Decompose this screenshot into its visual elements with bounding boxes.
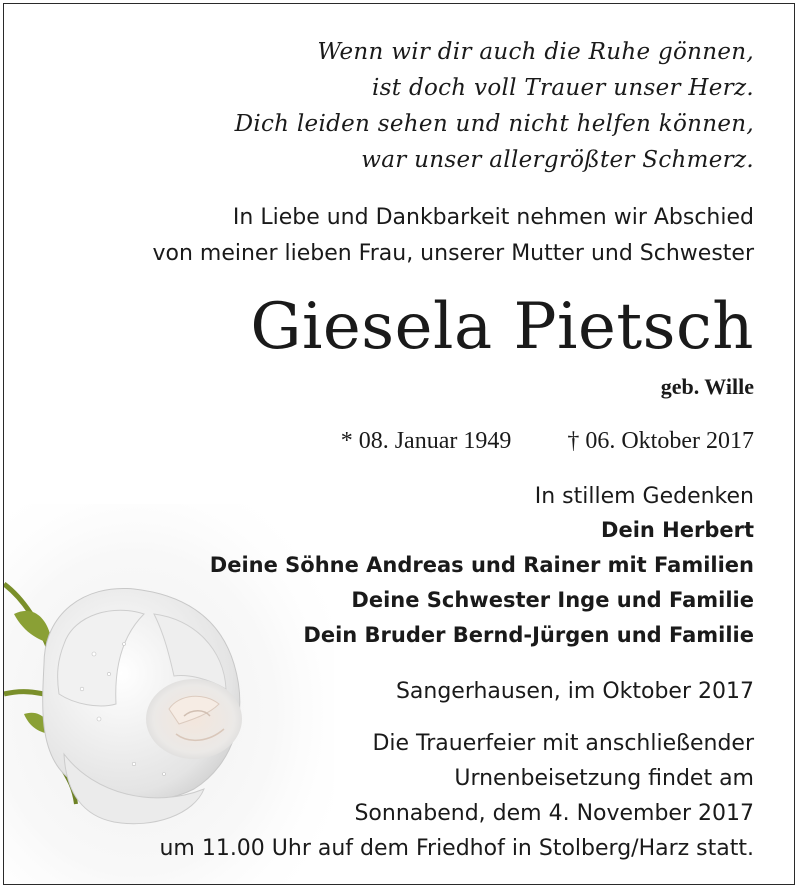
memory-line: In stillem Gedenken [534,484,754,509]
maiden-name: geb. Wille [660,374,754,399]
birth-date: * 08. Januar 1949 [340,428,512,454]
funeral-line: um 11.00 Uhr auf dem Friedhof in Stolberg/Harz statt. [159,836,754,861]
mourner: Deine Söhne Andreas und Rainer mit Familien [209,553,754,577]
funeral-details [34,726,754,866]
funeral-line: Urnenbeisetzung findet am [454,766,754,791]
intro-line: von meiner lieben Frau, unserer Mutter und Schwester [152,241,754,266]
farewell-intro [3,200,754,272]
mourner: Dein Bruder Bernd-Jürgen und Familie [303,623,754,647]
poem [54,34,754,178]
poem-line: war unser allergrößter Schmerz. [361,147,754,173]
poem-line: ist doch voll Trauer unser Herz. [372,75,754,101]
deceased-name: Giesela Pietsch [250,290,754,364]
funeral-line: Die Trauerfeier mit anschließender [372,731,754,756]
intro-line: In Liebe und Dankbarkeit nehmen wir Abschied [232,205,754,230]
death-date: † 06. Oktober 2017 [567,428,754,454]
mourner: Deine Schwester Inge und Familie [351,588,754,612]
place-date: Sangerhausen, im Oktober 2017 [395,679,754,704]
poem-line: Wenn wir dir auch die Ruhe gönnen, [317,39,754,65]
mourner: Dein Herbert [601,518,754,542]
obituary-card [3,3,795,885]
mourners-list [54,513,754,653]
funeral-line: Sonnabend, dem 4. November 2017 [354,801,754,826]
life-dates [34,424,754,458]
poem-line: Dich leiden sehen und nicht helfen können, [234,111,754,137]
